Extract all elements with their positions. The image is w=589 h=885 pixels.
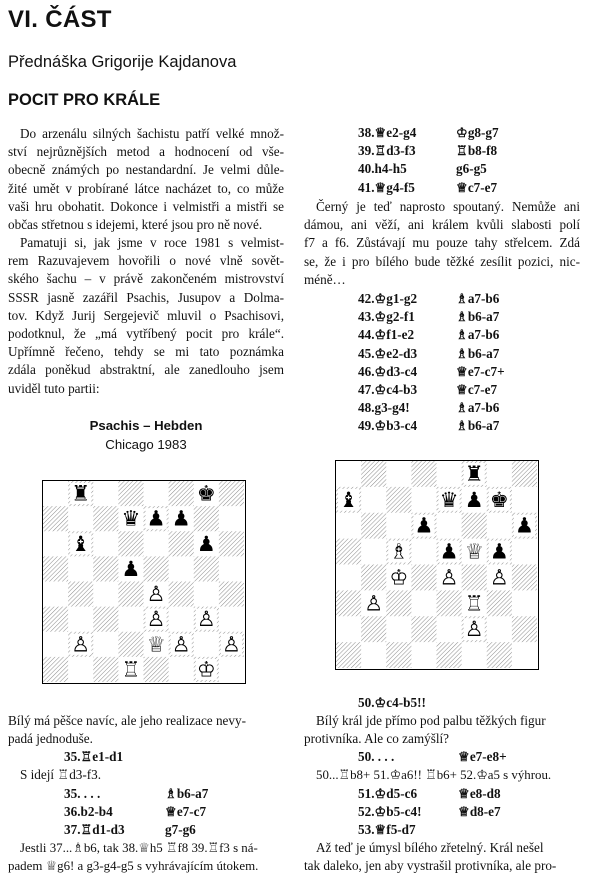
move-row <box>358 290 558 308</box>
white-pawn-icon: ♙ <box>464 616 484 642</box>
black-move: ♕e7-c7+ <box>456 363 505 379</box>
black-pawn-icon: ♟ <box>121 555 141 581</box>
move-row <box>358 417 558 435</box>
black-pawn-icon: ♟ <box>171 505 191 531</box>
black-move: ♗b6-a7 <box>456 309 500 325</box>
white-move: 48.g3-g4! <box>358 400 410 416</box>
section-heading: POCIT PRO KRÁLE <box>8 91 161 109</box>
white-move: 43.♔g2-f1 <box>358 309 415 325</box>
variation-text: 50...♖b8+ 51.♔a6!! ♖b6+ 52.♔a5 s výhrou. <box>316 768 552 782</box>
white-pawn-icon: ♙ <box>364 590 384 616</box>
black-bishop-icon: ♝ <box>339 486 359 512</box>
dark-square <box>462 565 487 591</box>
dark-square <box>118 582 143 607</box>
black-move: ♗a7-b6 <box>456 291 500 306</box>
move-36-white: 36.b2-b4 <box>64 804 113 819</box>
dark-square <box>169 531 194 556</box>
white-move: 41.♕g4-f5 <box>358 179 415 195</box>
dark-square <box>386 642 411 668</box>
dark-square <box>118 632 143 657</box>
move-row <box>358 363 558 381</box>
move-row <box>358 160 558 178</box>
white-move: 49.♔b3-c4 <box>358 418 418 434</box>
black-pawn-icon: ♟ <box>489 538 509 564</box>
black-pawn-icon: ♟ <box>146 505 166 531</box>
dark-square <box>411 565 436 591</box>
move-36-black: ♕e7-c7 <box>165 804 207 819</box>
dark-square <box>512 461 537 487</box>
black-move: ♔g8-g7 <box>456 125 499 140</box>
move-row <box>358 345 558 363</box>
text-line: dámou, ani věží, ani králem kvůli slabosti polí <box>304 217 580 233</box>
white-pawn-icon: ♙ <box>146 581 166 607</box>
dark-square <box>169 582 194 607</box>
black-pawn-icon: ♟ <box>196 530 216 556</box>
move-50b-white: 50. . . . <box>358 749 395 764</box>
white-move: 40.h4-h5 <box>358 161 407 177</box>
dark-square <box>411 461 436 487</box>
white-queen-icon: ♕ <box>146 631 166 657</box>
move-list-top <box>358 124 558 197</box>
white-move: 42.♔g1-g2 <box>358 291 418 306</box>
right-text-1: Bílý král jde přímo pod palbu těžkých figur <box>316 713 546 728</box>
move-row <box>358 179 558 197</box>
move-35b-black: ♗b6-a7 <box>165 786 209 801</box>
white-pawn-icon: ♙ <box>171 631 191 657</box>
chess-board-1 <box>42 480 246 684</box>
black-move: ♗a7-b6 <box>456 400 500 416</box>
black-pawn-icon: ♟ <box>414 512 434 538</box>
text-line: ského šachu – v právě zakončeném mistrovství <box>8 271 284 287</box>
dark-square <box>361 513 386 539</box>
right-text-2: protivníka. Ale co zamýšlí? <box>304 731 450 746</box>
white-queen-icon: ♕ <box>464 538 484 564</box>
move-37-black: g7-g6 <box>165 822 196 837</box>
dark-square <box>487 642 512 668</box>
dark-square <box>93 556 118 581</box>
white-move: 39.♖d3-f3 <box>358 143 416 159</box>
right-end-1: Až teď je úmysl bílého zřetelný. Král nešel <box>316 840 544 855</box>
text-line: vaši hru obohatit. Dokonce i velmistři a mistři se <box>8 198 284 214</box>
dark-square <box>43 657 68 682</box>
right-end-2: tak daleko, jen aby vystrašil protivníka, ale pro- <box>304 858 557 873</box>
white-move: 46.♔d3-c4 <box>358 363 418 379</box>
black-move: ♕c7-e7 <box>456 179 498 195</box>
right-paragraph <box>304 198 580 289</box>
black-bishop-icon: ♝ <box>71 530 91 556</box>
text-line: obecně známých po nestandardní. Je velmi důle- <box>8 162 284 178</box>
black-move: ♗b6-a7 <box>456 345 500 361</box>
dark-square <box>219 531 244 556</box>
white-king-icon: ♔ <box>196 656 216 682</box>
text-line: SSSR jasně zazářil Psachis, Jusupov a Dolma- <box>8 289 284 305</box>
dark-square <box>43 556 68 581</box>
white-bishop-icon: ♗ <box>389 538 409 564</box>
black-pawn-icon: ♟ <box>464 486 484 512</box>
white-pawn-icon: ♙ <box>489 564 509 590</box>
black-move: ♕e8-d8 <box>458 786 501 801</box>
dark-square <box>512 616 537 642</box>
dark-square <box>93 657 118 682</box>
black-queen-icon: ♛ <box>121 505 141 531</box>
white-rook-icon: ♖ <box>121 656 141 682</box>
dark-square <box>386 590 411 616</box>
move-50b-black: ♕e7-e8+ <box>458 749 507 764</box>
move-list-end <box>358 785 558 840</box>
left-text-1: Bílý má pěšce navíc, ale jeho realizace nevy- <box>8 713 246 728</box>
dark-square <box>462 513 487 539</box>
move-35b-white: 35. . . . <box>64 786 101 801</box>
idea-text: S idejí ♖d3-f3. <box>20 767 102 782</box>
dark-square <box>118 481 143 506</box>
text-line: tov. Když Jurij Sergejevič mluvil o Psachisovi, <box>8 307 284 323</box>
white-pawn-icon: ♙ <box>196 606 216 632</box>
black-pawn-icon: ♟ <box>439 538 459 564</box>
dark-square <box>361 616 386 642</box>
dark-square <box>43 607 68 632</box>
move-row <box>358 326 558 344</box>
dark-square <box>361 461 386 487</box>
white-pawn-icon: ♙ <box>146 606 166 632</box>
text-line: Do arzenálu silných šachistu patří velké množ- <box>20 126 284 141</box>
dark-square <box>512 565 537 591</box>
move-row <box>358 124 558 142</box>
black-rook-icon: ♜ <box>464 461 484 486</box>
move-row <box>358 821 558 839</box>
left-text-2: padá jednoduše. <box>8 731 93 746</box>
dark-square <box>194 506 219 531</box>
white-king-icon: ♔ <box>389 564 409 590</box>
text-line: Upřímně řečeno, tehdy se mi tato poznámka <box>8 344 284 360</box>
black-rook-icon: ♜ <box>71 481 91 506</box>
white-move: 44.♔f1-e2 <box>358 327 415 343</box>
dark-square <box>386 487 411 513</box>
intro-paragraph <box>8 125 284 234</box>
move-row <box>358 399 558 417</box>
lecture-subtitle: Přednáška Grigorije Kajdanova <box>8 53 237 71</box>
dark-square <box>411 616 436 642</box>
black-move: ♗b6-a7 <box>456 418 500 434</box>
text-line: f7 a f6. Zůstávají mu pouze tahy střelcem. Zdá <box>304 235 580 251</box>
black-king-icon: ♚ <box>489 486 509 512</box>
text-line: ství nejrůznějších metod a hodnocení od vše- <box>8 144 284 160</box>
dark-square <box>336 642 361 668</box>
white-move: 47.♔c4-b3 <box>358 381 418 397</box>
black-move: ♕d8-e7 <box>458 804 501 820</box>
move-row <box>358 308 558 326</box>
dark-square <box>361 565 386 591</box>
white-rook-icon: ♖ <box>464 590 484 616</box>
white-move: 51.♔d5-c6 <box>358 786 418 801</box>
white-pawn-icon: ♙ <box>439 564 459 590</box>
chess-board-2 <box>335 460 539 670</box>
dark-square <box>437 590 462 616</box>
game-players: Psachis – Hebden <box>89 418 203 433</box>
white-move: 38.♕e2-g4 <box>358 125 417 140</box>
dark-square <box>487 590 512 616</box>
move-35: 35.♖e1-d1 <box>64 749 124 764</box>
move-row <box>358 381 558 399</box>
white-move: 53.♕f5-d7 <box>358 822 416 838</box>
text-line: žité umět v probírané látce nacházet to, co může <box>8 180 284 196</box>
black-pawn-icon: ♟ <box>514 512 534 538</box>
dark-square <box>68 582 93 607</box>
white-move: 52.♔b5-c4! <box>358 804 422 820</box>
dark-square <box>336 539 361 565</box>
text-line: uviděl tuto partii: <box>8 380 100 396</box>
left-note-2: padem ♕g6! a g3-g4-g5 s vyhrávajícím útokem. <box>8 859 259 873</box>
black-move: ♕c7-e7 <box>456 381 498 397</box>
move-row <box>358 785 558 803</box>
white-pawn-icon: ♙ <box>71 631 91 657</box>
left-note-1: Jestli 37...♗b6, tak 38.♕h5 ♖f8 39.♖f3 s ná- <box>20 841 258 855</box>
black-queen-icon: ♛ <box>439 486 459 512</box>
text-line: Pamatuji si, jak jsme v roce 1981 s velmist- <box>20 235 284 250</box>
white-pawn-icon: ♙ <box>221 631 241 657</box>
story-paragraph <box>8 234 284 398</box>
text-line: se, že i pro bílého bude těžké zesílit pozici, nic- <box>304 253 580 269</box>
move-row <box>358 803 558 821</box>
text-line: Černý je teď naprosto spoutaný. Nemůže ani <box>316 199 580 214</box>
dark-square <box>93 506 118 531</box>
text-line: zdála poněkud abstraktní, ale zanedlouho jsem <box>8 362 284 378</box>
black-move: ♗a7-b6 <box>456 327 500 343</box>
text-line: rem Razuvajevem hovořili o nové vlně sovět- <box>8 253 284 269</box>
dark-square <box>219 582 244 607</box>
black-move: g6-g5 <box>456 161 487 177</box>
white-move: 45.♔e2-d3 <box>358 345 418 361</box>
dark-square <box>144 657 169 682</box>
part-heading: VI. ČÁST <box>8 6 112 33</box>
text-line: občas střetnou s idejemi, které jsou pro ně nové. <box>8 217 263 233</box>
dark-square <box>144 556 169 581</box>
dark-square <box>43 506 68 531</box>
move-37-white: 37.♖d1-d3 <box>64 822 125 837</box>
move-50: 50.♔c4-b5!! <box>358 695 426 710</box>
move-list-middle <box>358 290 558 436</box>
move-row <box>358 142 558 160</box>
dark-square <box>118 531 143 556</box>
dark-square <box>219 481 244 506</box>
dark-square <box>169 481 194 506</box>
black-move: ♖b8-f8 <box>456 143 498 159</box>
dark-square <box>194 556 219 581</box>
game-event: Chicago 1983 <box>105 437 187 452</box>
dark-square <box>437 642 462 668</box>
dark-square <box>93 607 118 632</box>
black-king-icon: ♚ <box>196 481 216 506</box>
text-line: méně… <box>304 271 346 287</box>
dark-square <box>336 590 361 616</box>
text-line: podotknul, že „má vytříbený pocit pro krále“. <box>8 326 284 342</box>
